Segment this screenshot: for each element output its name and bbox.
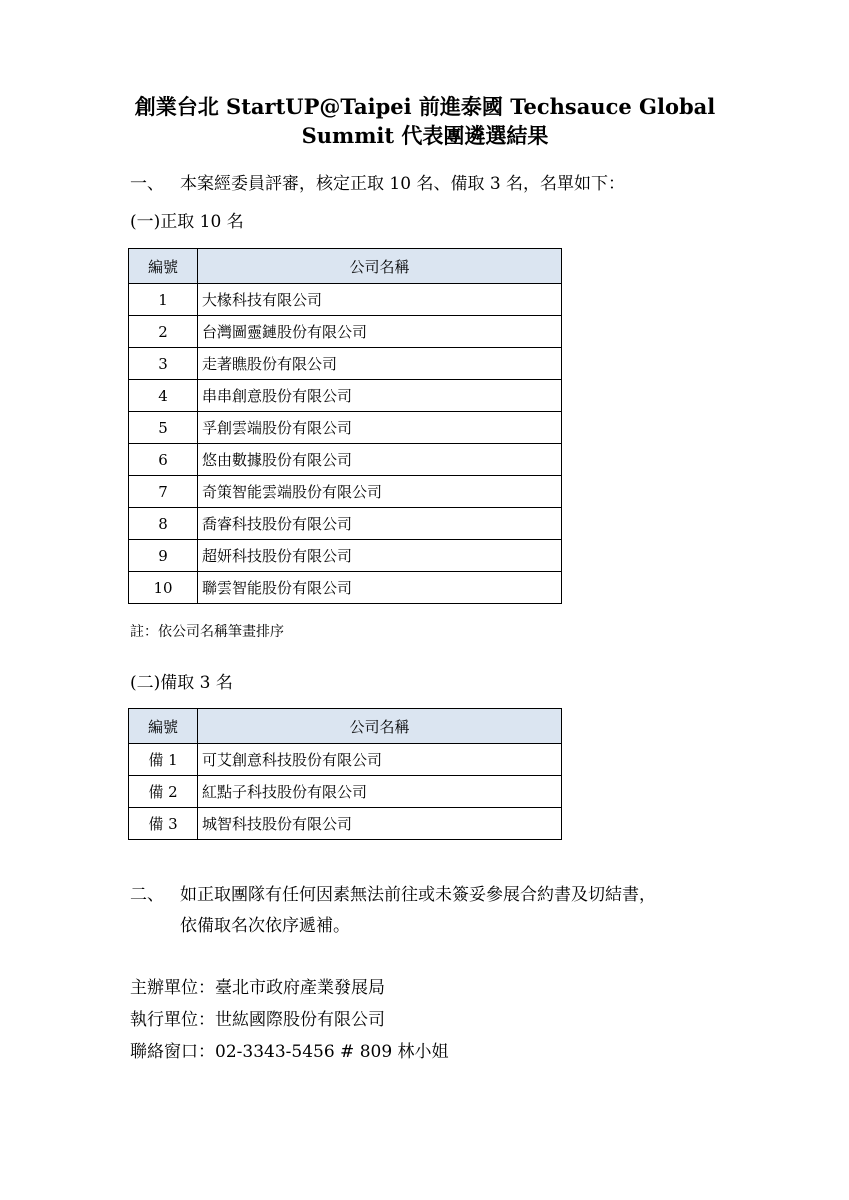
table-row [129,380,562,412]
table-row [129,744,562,776]
row-company-name: 奇策智能雲端股份有限公司 [198,476,562,508]
table-row [129,412,562,444]
row-company-name: 超妍科技股份有限公司 [198,540,562,572]
row-number: 備 1 [129,744,198,776]
row-company-name: 可艾創意科技股份有限公司 [198,744,562,776]
row-number: 5 [129,412,198,444]
row-company-name: 悠由數據股份有限公司 [198,444,562,476]
row-number: 10 [129,572,198,604]
main-list-heading: (一)正取 10 名 [130,212,244,232]
row-number: 4 [129,380,198,412]
row-company-name: 孚創雲端股份有限公司 [198,412,562,444]
row-company-name: 聯雲智能股份有限公司 [198,572,562,604]
row-company-name: 串串創意股份有限公司 [198,380,562,412]
row-company-name: 城智科技股份有限公司 [198,808,562,840]
section-2-line-2: 依備取名次依序遞補。 [180,916,350,936]
header-company-name: 公司名稱 [198,709,562,744]
row-company-name: 走著瞧股份有限公司 [198,348,562,380]
table-row [129,444,562,476]
row-number: 備 3 [129,808,198,840]
row-number: 1 [129,284,198,316]
table-row [129,508,562,540]
waitlist-heading: (二)備取 3 名 [130,673,233,693]
sort-note: 註：依公司名稱筆畫排序 [130,624,284,640]
section-1-text: 本案經委員評審，核定正取 10 名、備取 3 名，名單如下： [180,174,626,194]
document-title-line-2: Summit 代表團遴選結果 [301,123,549,148]
section-2-line-1: 如正取團隊有任何因素無法前往或未簽妥參展合約書及切結書， [180,885,656,905]
row-number: 2 [129,316,198,348]
row-company-name: 紅點子科技股份有限公司 [198,776,562,808]
table-row [129,284,562,316]
row-company-name: 喬睿科技股份有限公司 [198,508,562,540]
executor-line: 執行單位：世紘國際股份有限公司 [130,1010,385,1030]
table-header-row [129,249,562,284]
table-row [129,540,562,572]
main-list-table [128,248,562,604]
header-number: 編號 [129,249,198,284]
row-company-name: 大椽科技有限公司 [198,284,562,316]
row-number: 8 [129,508,198,540]
section-2-number: 二、 [130,885,164,905]
table-row [129,316,562,348]
table-row [129,572,562,604]
table-row [129,348,562,380]
table-row [129,776,562,808]
row-number: 3 [129,348,198,380]
header-company-name: 公司名稱 [198,249,562,284]
contact-line: 聯絡窗口：02-3343-5456 # 809 林小姐 [130,1042,449,1062]
organizer-line: 主辦單位：臺北市政府產業發展局 [130,978,385,998]
table-row [129,808,562,840]
section-1-number: 一、 [130,174,164,194]
row-number: 7 [129,476,198,508]
row-number: 6 [129,444,198,476]
row-number: 9 [129,540,198,572]
document-title-line-1: 創業台北 StartUP@Taipei 前進泰國 Techsauce Global [134,94,716,119]
table-header-row [129,709,562,744]
table-row [129,476,562,508]
header-number: 編號 [129,709,198,744]
row-company-name: 台灣圖靈鏈股份有限公司 [198,316,562,348]
waitlist-table [128,708,562,840]
row-number: 備 2 [129,776,198,808]
